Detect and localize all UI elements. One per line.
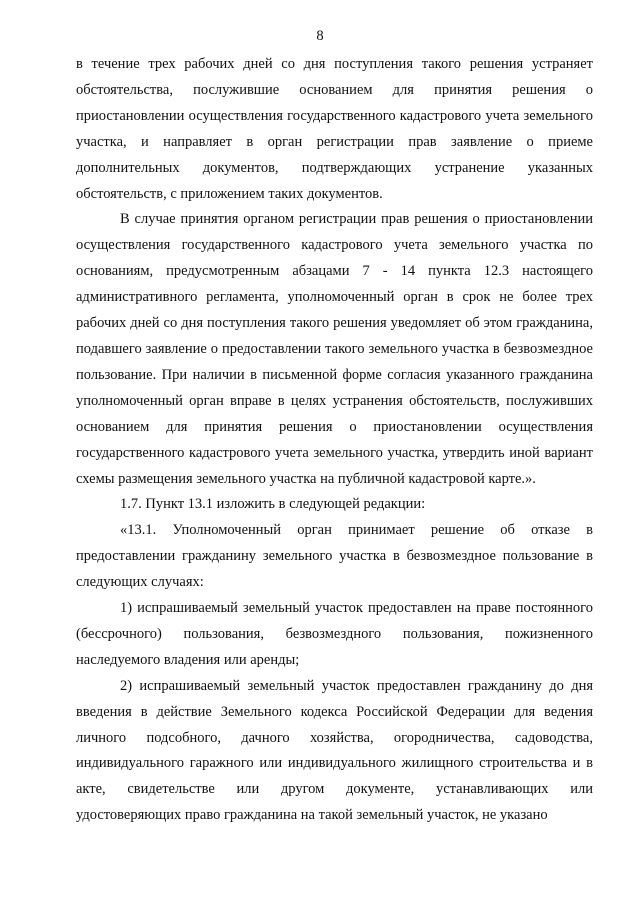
page-number: 8 bbox=[316, 28, 324, 44]
paragraph-item-2: 2) испрашиваемый земельный участок предоставлен гражданину до дня введения в действие Земельного кодекса Российской Федерации для ведения личного подсобного, дачного хозяйства, огородничества, садоводства, индивидуального гаражного или индивидуального жилищного строительства и в акте, свидетельстве или другом документе, устанавливающих или удостоверяющих право гражданина на такой земельный участок, не указано bbox=[76, 677, 593, 824]
paragraph-continuation: в течение трех рабочих дней со дня поступления такого решения устраняет обстоятельства, послужившие основанием для принятия решения о приостановлении осуществления государственного кадастрового учета земельного участка, и направляет в орган регистрации прав заявление о приеме дополнительных документов, подтверждающих устранение указанных обстоятельств, с приложением таких документов. bbox=[76, 56, 593, 202]
paragraph-item-1: 1) испрашиваемый земельный участок предоставлен на праве постоянного (бессрочного) пользования, безвозмездного пользования, пожизненного наследуемого владения или аренды; bbox=[76, 600, 593, 668]
paragraph-amendment-heading: 1.7. Пункт 13.1 изложить в следующей редакции: bbox=[120, 496, 426, 513]
paragraph-clause-13-1: «13.1. Уполномоченный орган принимает решение об отказе в предоставлении гражданину земельного участка в безвозмездное пользование в следующих случаях: bbox=[76, 522, 593, 591]
document-body bbox=[76, 52, 593, 829]
paragraph-suspension-notice: В случае принятия органом регистрации прав решения о приостановлении осуществления государственного кадастрового учета земельного участка по основаниям, предусмотренным абзацами 7 - 14 пункта 12.3 настоящего административного регламента, уполномоченный орган в срок не более трех рабочих дней со дня поступления такого решения уведомляет об этом гражданина, подавшего заявление о предоставлении такого земельного участка в безвозмездное пользование. При наличии в письменной форме согласия указанного гражданина уполномоченный орган вправе в целях устранения обстоятельств, послуживших основанием для принятия решения о приостановлении осуществления государственного кадастрового учета земельного участка, утвердить иной вариант схемы размещения земельного участка на публичной кадастровой карте.». bbox=[76, 211, 593, 487]
